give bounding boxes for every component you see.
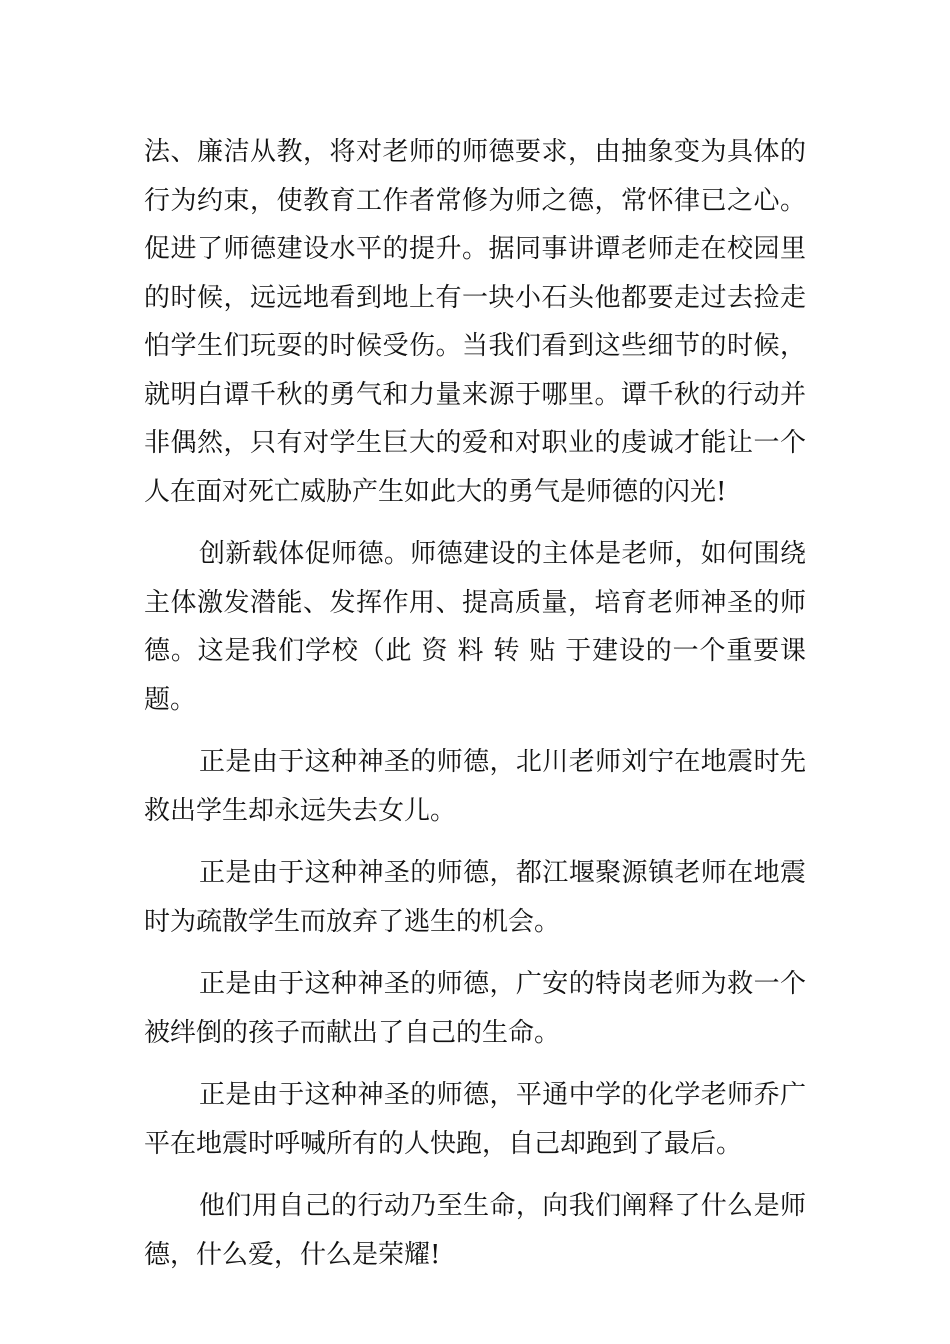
text-line: 行为约束，使教育工作者常修为师之德，常怀律已之心。 [144, 185, 806, 216]
paragraph [144, 1071, 806, 1168]
paragraph-gap [144, 835, 806, 849]
text-line: 平在地震时呼喊所有的人快跑，自己却跑到了最后。 [144, 1128, 743, 1159]
paragraph [144, 849, 806, 946]
text-line: 法、廉洁从教，将对老师的师德要求，由抽象变为具体的 [144, 137, 806, 167]
paragraph-gap [144, 724, 806, 738]
text-line: 正是由于这种神圣的师德，都江堰聚源镇老师在地震 [199, 858, 806, 888]
text-line: 正是由于这种神圣的师德，平通中学的化学老师乔广 [199, 1080, 806, 1110]
text-line: 正是由于这种神圣的师德，广安的特岗老师为救一个 [199, 969, 806, 999]
text-line: 他们用自己的行动乃至生命，向我们阐释了什么是师 [199, 1191, 806, 1221]
paragraph-gap [144, 516, 806, 530]
text-line: 被绊倒的孩子而献出了自己的生命。 [144, 1017, 561, 1048]
text-line: 时为疏散学生而放弃了逃生的机会。 [144, 906, 561, 937]
paragraph [144, 738, 806, 835]
text-line: 的时候，远远地看到地上有一块小石头他都要走过去捡走 [144, 282, 806, 313]
paragraph [144, 960, 806, 1057]
paragraph-gap [144, 1168, 806, 1182]
paragraph [144, 128, 806, 516]
paragraph [144, 530, 806, 724]
text-line: 正是由于这种神圣的师德，北川老师刘宁在地震时先 [199, 747, 806, 777]
text-line: 就明白谭千秋的勇气和力量来源于哪里。谭千秋的行动并 [144, 379, 806, 410]
text-line: 促进了师德建设水平的提升。据同事讲谭老师走在校园里 [144, 234, 806, 264]
paragraph-gap [144, 1057, 806, 1071]
paragraph [144, 1182, 806, 1279]
text-line: 德。这是我们学校（此 资 料 转 贴 于建设的一个重要课 [144, 636, 806, 666]
text-line: 主体激发潜能、发挥作用、提高质量，培育老师神圣的师 [144, 587, 806, 618]
text-line: 非偶然，只有对学生巨大的爱和对职业的虔诚才能让一个 [144, 428, 806, 458]
paragraph-gap [144, 946, 806, 960]
text-line: 创新载体促师德。师德建设的主体是老师，如何围绕 [199, 539, 806, 569]
document-body [144, 128, 806, 1279]
text-line: 德，什么爱，什么是荣耀! [144, 1239, 441, 1270]
text-line: 题。 [144, 684, 197, 715]
text-line: 人在面对死亡威胁产生如此大的勇气是师德的闪光! [144, 476, 727, 507]
text-line: 怕学生们玩耍的时候受伤。当我们看到这些细节的时候， [144, 331, 806, 361]
text-line: 救出学生却永远失去女儿。 [144, 795, 457, 826]
